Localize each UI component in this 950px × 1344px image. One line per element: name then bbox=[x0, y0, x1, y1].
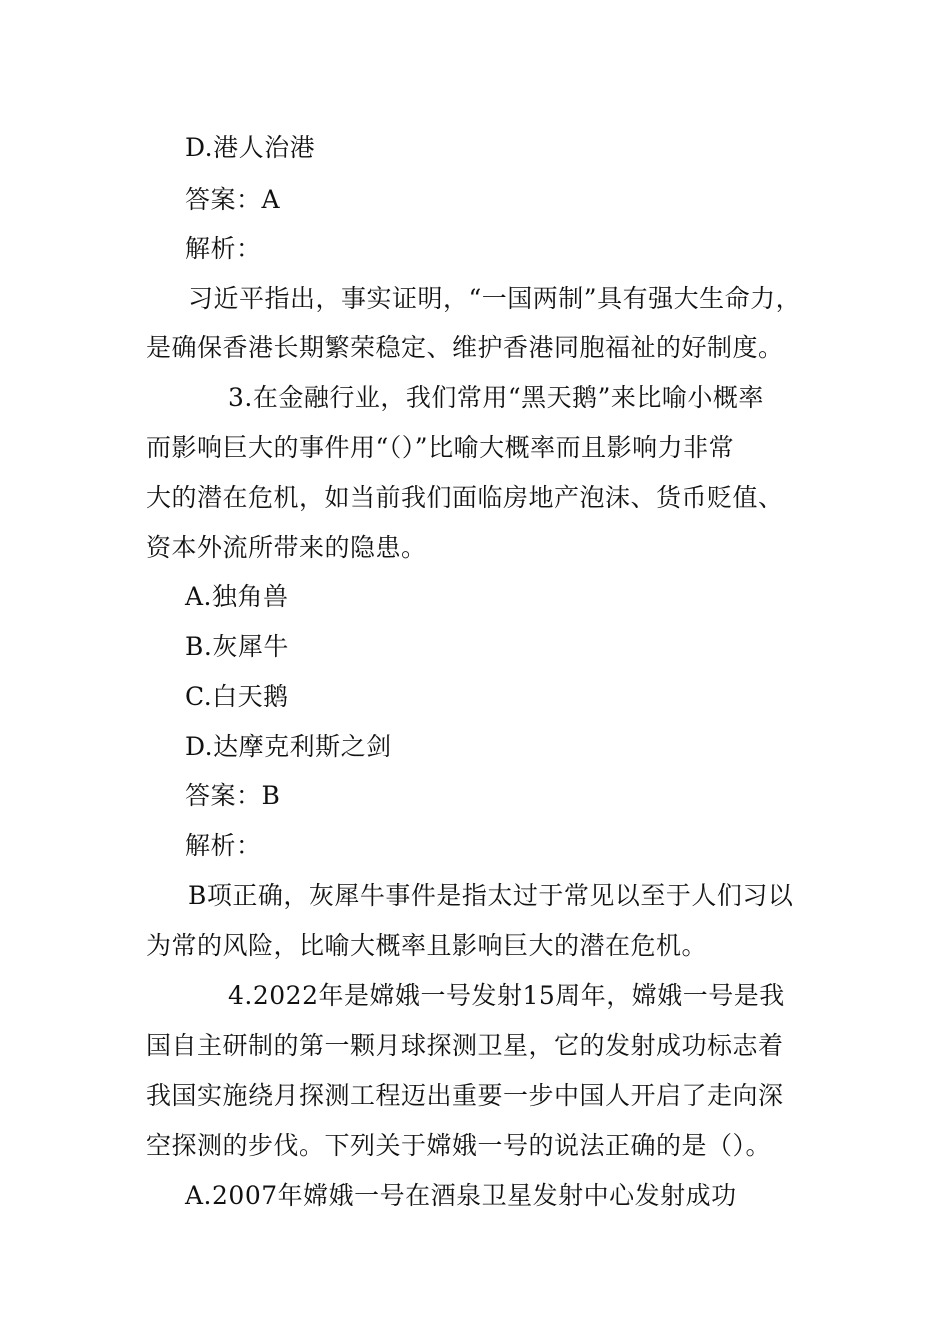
q3-question-line-2: 而影响巨大的事件用“（）”比喻大概率而且影响力非常 bbox=[146, 433, 735, 462]
q3-question-line-1: 3.在金融行业，我们常用“黑天鹅”来比喻小概率 bbox=[228, 383, 764, 412]
q2-answer: 答案：A bbox=[185, 185, 281, 214]
q3-analysis-line-1: B项正确，灰犀牛事件是指太过于常见以至于人们习以 bbox=[188, 881, 794, 910]
q4-option-a: A.2007年嫦娥一号在酒泉卫星发射中心发射成功 bbox=[185, 1181, 737, 1210]
q2-analysis-label: 解析： bbox=[185, 234, 262, 263]
q3-analysis-line-2: 为常的风险，比喻大概率且影响巨大的潜在危机。 bbox=[146, 931, 708, 960]
q3-answer: 答案：B bbox=[185, 781, 281, 810]
q3-question-line-3: 大的潜在危机，如当前我们面临房地产泡沫、货币贬值、 bbox=[146, 483, 784, 512]
q2-analysis-line-1: 习近平指出，事实证明，“一国两制”具有强大生命力， bbox=[188, 284, 802, 313]
q3-option-c: C.白天鹅 bbox=[185, 682, 289, 711]
q2-option-d: D.港人治港 bbox=[185, 133, 316, 162]
q3-option-b: B.灰犀牛 bbox=[185, 632, 289, 661]
q3-option-d: D.达摩克利斯之剑 bbox=[185, 732, 392, 761]
q4-question-line-2: 国自主研制的第一颗月球探测卫星，它的发射成功标志着 bbox=[146, 1031, 784, 1060]
q4-question-line-1: 4.2022年是嫦娥一号发射15周年，嫦娥一号是我 bbox=[228, 981, 785, 1010]
q3-question-line-4: 资本外流所带来的隐患。 bbox=[146, 533, 427, 562]
q3-option-a: A.独角兽 bbox=[185, 582, 289, 611]
q3-analysis-label: 解析： bbox=[185, 831, 262, 860]
q4-question-line-3: 我国实施绕月探测工程迈出重要一步中国人开启了走向深 bbox=[146, 1081, 784, 1110]
q4-question-line-4: 空探测的步伐。下列关于嫦娥一号的说法正确的是（）。 bbox=[146, 1131, 772, 1160]
q2-analysis-line-2: 是确保香港长期繁荣稳定、维护香港同胞福祉的好制度。 bbox=[146, 333, 784, 362]
